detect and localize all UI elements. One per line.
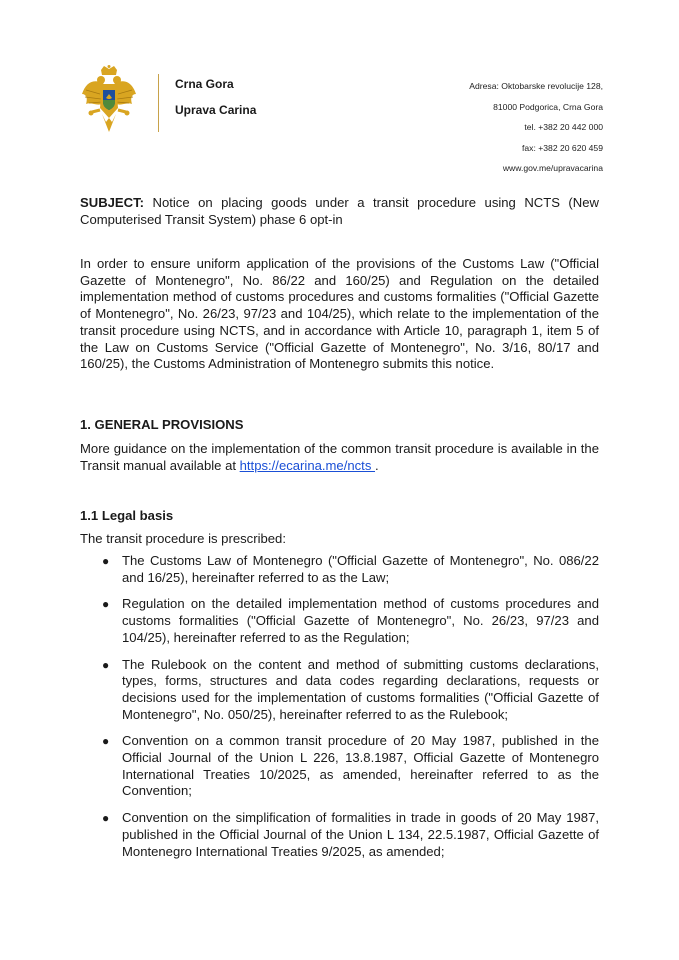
subject-text: Notice on placing goods under a transit procedure using NCTS (New Computerised Transit System) phase 6 opt-in [80, 195, 599, 227]
bullet-icon: ● [102, 554, 110, 568]
address-line-1: Adresa: Oktobarske revolucije 128, [469, 81, 603, 91]
guidance-end: . [375, 457, 379, 473]
phone-number: tel. +382 20 442 000 [524, 122, 603, 132]
legal-basis-lead: The transit procedure is prescribed: [80, 531, 286, 546]
org-unit: Uprava Carina [175, 103, 257, 117]
section-heading-legal-basis: 1.1 Legal basis [80, 508, 174, 523]
guidance-paragraph [80, 441, 599, 474]
montenegro-coat-of-arms-logo [80, 64, 138, 140]
address-line-2: 81000 Podgorica, Crna Gora [493, 101, 603, 112]
bullet-icon: ● [102, 811, 110, 826]
list-item-text: Convention on a common transit procedure of 20 May 1987, published in the Official Journal of the Union L 226, 13.8.1987, Official Gazette of Montenegro International Treaties 10/2025, as amended, hereinafter referred to as the Convention; [122, 733, 599, 799]
bullet-icon: ● [102, 597, 110, 612]
intro-paragraph: In order to ensure uniform application of the provisions of the Customs Law ("Official Gazette of Montenegro", No. 86/22 and 160/25) and Regulation on the detailed implementation method of customs procedures and customs formalities ("Official Gazette of Montenegro", No. 26/23, 97/23 and 104/25), which relate to the implementation of the transit procedure using NCTS, and in accordance with Article 10, paragraph 1, item 5 of the Law on Customs Service ("Official Gazette of Montenegro", No. 3/16, 80/17 and 160/25), the Customs Administration of Montenegro submits this notice. [80, 256, 599, 372]
list-item-text: Regulation on the detailed implementation method of customs procedures and customs formalities ("Official Gazette of Montenegro", No. 26/23, 97/23 and 104/25), hereinafter referred to as the Regulation; [122, 596, 599, 645]
header-divider [158, 74, 159, 132]
list-item-text: Convention on the simplification of formalities in trade in goods of 20 May 1987, published in the Official Journal of the Union L 134, 22.5.1987, Official Gazette of Montenegro International Treaties 9/2025, as amended; [122, 810, 599, 859]
list-item-text: The Customs Law of Montenegro ("Official Gazette of Montenegro", No. 086/22 and 16/25), hereinafter referred to as the Law; [122, 553, 599, 585]
subject-label: SUBJECT: [80, 195, 145, 210]
org-name: Crna Gora [175, 77, 234, 91]
bullet-icon: ● [102, 657, 110, 672]
section-heading-general-provisions: 1. GENERAL PROVISIONS [80, 417, 244, 432]
list-item [80, 733, 599, 800]
bullet-icon: ● [102, 734, 110, 749]
legal-basis-list [80, 553, 599, 870]
fax-number: fax: +382 20 620 459 [522, 142, 603, 153]
list-item [80, 596, 599, 646]
contact-block [469, 76, 603, 179]
list-item [80, 657, 599, 724]
list-item [80, 553, 599, 586]
ncts-link[interactable]: https://ecarina.me/ncts [239, 457, 376, 473]
guidance-text: More guidance on the implementation of the common transit procedure is available in the Transit manual available at [80, 441, 599, 473]
subject-line [80, 195, 599, 228]
website[interactable]: www.gov.me/upravacarina [502, 163, 603, 173]
list-item [80, 810, 599, 860]
list-item-text: The Rulebook on the content and method of submitting customs declarations, types, forms, structures and data codes regarding declarations, requests or decisions used for the implementation of customs formalities ("Official Gazette of Montenegro", No. 050/25), hereinafter referred to as the Rulebook; [122, 656, 599, 722]
